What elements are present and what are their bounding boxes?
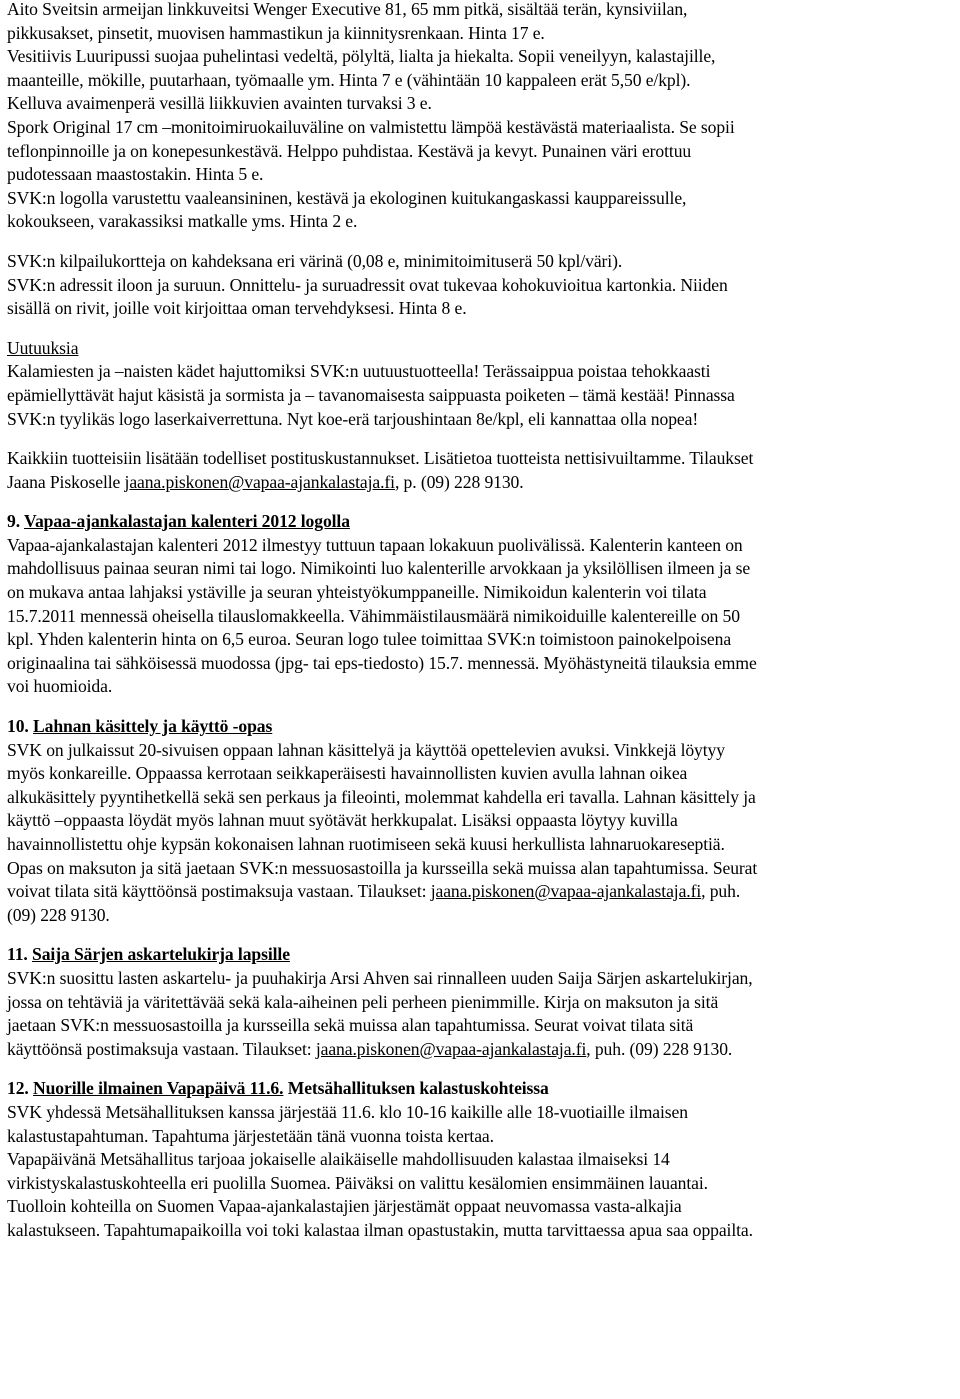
section-title: Saija Särjen askartelukirja lapsille [32, 944, 290, 965]
text-line: SVK:n kilpailukortteja on kahdeksana eri värinä (0,08 e, minimitoimituserä 50 kpl/väri). [7, 250, 623, 271]
text-fragment: , p. (09) 228 9130. [394, 471, 524, 492]
text-line: SVK:n tyylikäs logo laserkaiverrettuna. Nyt koe-erä tarjoushintaan 8e/kpl, eli kannattaa olla nopea! [7, 408, 699, 429]
text-line: SVK:n logolla varustettu vaaleansininen, kestävä ja ekologinen kuitukangaskassi kauppareissulle, [7, 187, 687, 208]
text-line: Kaikkiin tuotteisiin lisätään todelliset postituskustannukset. Lisätietoa tuotteista nettisivuiltamme. Tilaukset [7, 448, 754, 469]
section-heading [7, 510, 960, 534]
text-line: havainnollistettu ohje kypsän kokonaisen lahnan ruotimiseen sekä kuusi herkullista lahnaruokareseptiä. [7, 834, 725, 854]
text-line: käyttö –oppaasta löydät myös lahnan muut syötävät herkkupalat. Lisäksi oppaasta löytyy kuvilla [7, 810, 678, 831]
cards-block [7, 250, 960, 321]
text-fragment: , puh. (09) 228 9130. [586, 1038, 733, 1059]
section-number: 11. [7, 944, 33, 965]
section-11 [7, 943, 960, 1061]
text-line: kpl. Yhden kalenterin hinta on 6,5 euroa. Seuran logo tulee toimittaa SVK:n toimistoon painokelpoisena [7, 629, 732, 650]
text-line: Vapaa-ajankalastajan kalenteri 2012 ilmestyy tuttuun tapaan lokakuun puolivälissä. Kalenterin kanteen on [7, 534, 743, 555]
text-fragment: , puh. [701, 881, 741, 902]
section-heading [7, 1077, 960, 1101]
text-line: Spork Original 17 cm –monitoimiruokailuväline on valmistettu lämpöä kestävästä materiaalista. Se sopii [7, 116, 735, 137]
section-heading [7, 715, 960, 739]
text-fragment: Jaana Piskoselle [7, 471, 125, 492]
text-line: kalastukseen. Tapahtumapaikoilla voi toki kalastaa ilman opastustakin, mutta tarvittaessa apua saa oppailta. [7, 1219, 753, 1240]
text-line: teflonpinnoille ja on konepesunkestävä. Helppo puhdistaa. Kestävä ja kevyt. Punainen väri erottuu [7, 140, 692, 161]
text-line [7, 1038, 960, 1062]
text-line: pudotessaan maastostakin. Hinta 5 e. [7, 164, 264, 185]
section-title: Vapaa-ajankalastajan kalenteri 2012 logolla [23, 511, 350, 532]
text-line [7, 471, 960, 495]
section-9 [7, 510, 960, 699]
section-12 [7, 1077, 960, 1242]
text-line: SVK:n suosittu lasten askartelu- ja puuhakirja Arsi Ahven sai rinnalleen uuden Saija Särjen askartelukirjan, [7, 967, 753, 988]
text-line: kalastustapahtuman. Tapahtuma järjestetään tänä vuonna toista kertaa. [7, 1125, 494, 1146]
email-link[interactable]: jaana.piskonen@vapaa-ajankalastaja.fi [430, 881, 702, 902]
section-heading: Uutuuksia [7, 337, 79, 358]
text-line: Vesitiivis Luuripussi suojaa puhelintasi vedeltä, pölyltä, lialta ja hiekalta. Sopii veneilyyn, kalastajille, [7, 46, 716, 67]
text-line: virkistyskalastuskohteella eri puolilla Suomea. Päiväksi on valittu kesälomien ensimmäinen lauantai. [7, 1172, 708, 1193]
text-line: epämiellyttävät hajut käsistä ja sormista ja – tavanomaisesta saippuasta poiketen – tämä kestää! Pinnassa [7, 384, 735, 405]
products-block [7, 0, 960, 234]
text-line: Tuolloin kohteilla on Suomen Vapaa-ajankalastajien järjestämät oppaat neuvomassa vasta-alkajia [7, 1196, 682, 1217]
shipping-block [7, 447, 960, 494]
section-number: 9. [7, 511, 24, 532]
section-number: 10. [7, 716, 33, 737]
text-line: maanteille, mökille, puutarhaan, työmaalle ym. Hinta 7 e (vähintään 10 kappaleen erät 5,50 e/kpl). [7, 69, 691, 90]
text-line: jossa on tehtäviä ja väritettävää sekä kala-aiheinen peli perheen pienimmille. Kirja on maksuton ja sitä [7, 991, 719, 1012]
text-line: 15.7.2011 mennessä oheisella tilauslomakkeella. Vähimmäistilausmäärä nimikoiduille kalentereille on 50 [7, 605, 740, 626]
text-line: myös konkareille. Oppaassa kerrotaan seikkaperäisesti havainnollisten kuvien avulla lahnan oikea [7, 763, 688, 784]
text-line: originaalina tai sähköisessä muodossa (jpg- tai eps-tiedosto) 15.7. mennessä. Myöhästyneitä tilauksia emme [7, 652, 757, 673]
text-fragment: käyttöönsä postimaksuja vastaan. Tilaukset: [7, 1038, 316, 1059]
email-link[interactable]: jaana.piskonen@vapaa-ajankalastaja.fi [315, 1038, 587, 1059]
section-heading [7, 943, 960, 967]
text-line: alkukäsittely pyyntihetkellä sekä sen perkaus ja fileointi, molemmat kahdella eri tavalla. Lahnan käsittely ja [7, 786, 756, 807]
text-line: Kelluva avaimenperä vesillä liikkuvien avainten turvaksi 3 e. [7, 93, 432, 114]
text-line: voi huomioida. [7, 676, 113, 697]
text-line: pikkusakset, pinsetit, muovisen hammastikun ja kiinnitysrenkaan. Hinta 17 e. [7, 22, 545, 43]
text-line [7, 880, 960, 904]
text-fragment: voivat tilata sitä käyttöönsä postimaksuja vastaan. Tilaukset: [7, 881, 431, 902]
section-number: 12. [7, 1078, 33, 1099]
text-line: jaetaan SVK:n messuosastoilla ja kursseilla sekä muissa alan tapahtumissa. Seurat voivat tilata sitä [7, 1015, 694, 1036]
text-line: SVK:n adressit iloon ja suruun. Onnittelu- ja suruadressit ovat tukevaa kohokuvioitua kartonkia. Niiden [7, 274, 728, 295]
section-title: Nuorille ilmainen Vapapäivä 11.6. [33, 1078, 284, 1099]
text-line: Vapapäivänä Metsähallitus tarjoaa jokaiselle alaikäiselle mahdollisuuden kalastaa ilmaiseksi 14 [7, 1149, 670, 1170]
text-line: (09) 228 9130. [7, 904, 110, 925]
text-line: sisällä on rivit, joille voit kirjoittaa oman tervehdyksesi. Hinta 8 e. [7, 298, 467, 319]
text-line: SVK yhdessä Metsähallituksen kanssa järjestää 11.6. klo 10-16 kaikille alle 18-vuotiaille ilmaisen [7, 1101, 688, 1122]
text-line: on mukava antaa lahjaksi ystäville ja seuran yhteistyökumppaneille. Nimikoidun kalenterin voi tilata [7, 582, 707, 603]
section-title-rest: Metsähallituksen kalastuskohteissa [283, 1078, 549, 1099]
section-10 [7, 715, 960, 927]
email-link[interactable]: jaana.piskonen@vapaa-ajankalastaja.fi [124, 471, 395, 492]
text-line: mahdollisuus painaa seuran nimi tai logo. Nimikointi luo kalenterille arvokkaan ja yksilöllisen ilmeen ja se [7, 558, 751, 579]
section-title: Lahnan käsittely ja käyttö -opas [33, 716, 273, 737]
text-line: Aito Sveitsin armeijan linkkuveitsi Wenger Executive 81, 65 mm pitkä, sisältää terän, kynsiviilan, [7, 0, 688, 19]
text-line: SVK on julkaissut 20-sivuisen oppaan lahnan käsittelyä ja käyttöä opettelevien avuksi. Vinkkejä löytyy [7, 739, 725, 760]
text-line: kokoukseen, varakassiksi matkalle yms. Hinta 2 e. [7, 211, 358, 232]
text-line: Opas on maksuton ja sitä jaetaan SVK:n messuosastoilla ja kursseilla sekä muissa alan tapahtumissa. Seurat [7, 857, 758, 878]
uutuuksia-section [7, 337, 960, 431]
text-line: Kalamiesten ja –naisten kädet hajuttomiksi SVK:n uutuustuotteella! Terässaippua poistaa tehokkaasti [7, 361, 711, 382]
